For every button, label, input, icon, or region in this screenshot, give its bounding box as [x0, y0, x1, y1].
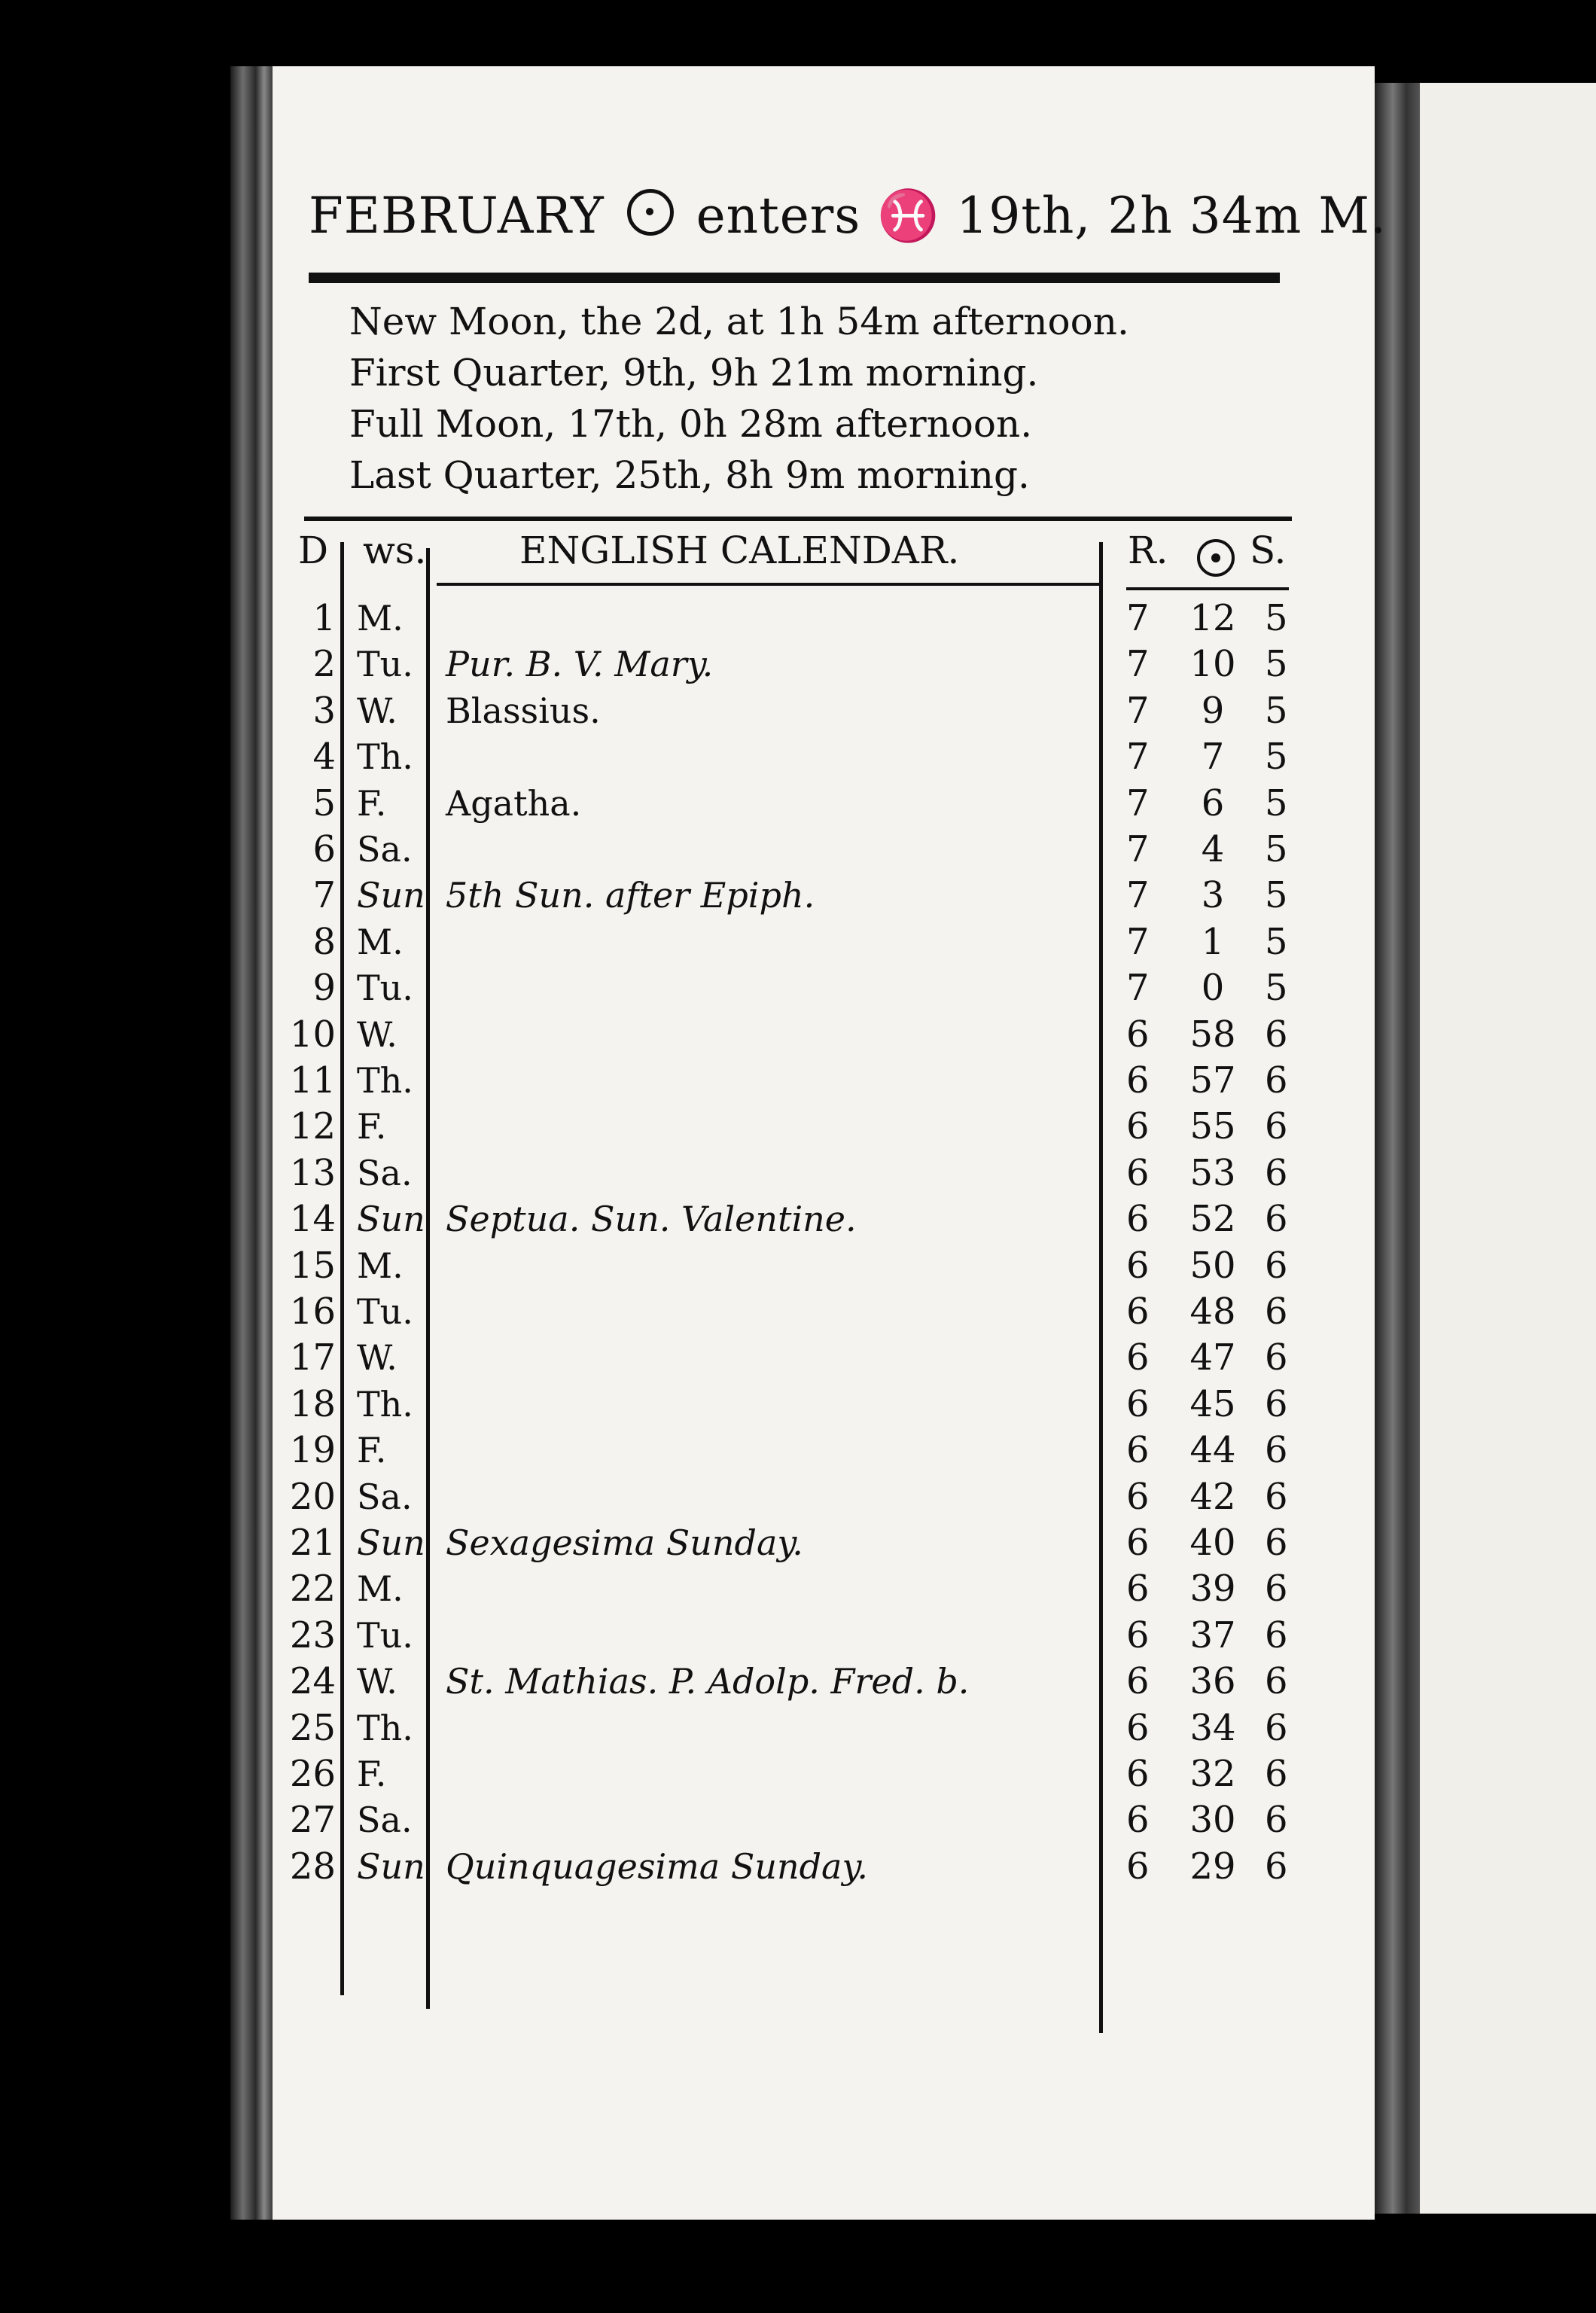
sunrise-hour: 6	[1126, 1614, 1150, 1656]
sunset-hour: 6	[1265, 1382, 1288, 1425]
calendar-entry: Quinquagesima Sunday.	[446, 1845, 868, 1887]
month-title: FEBRUARY	[309, 187, 605, 245]
sunrise-minute: 34	[1189, 1706, 1236, 1749]
sunrise-minute: 40	[1189, 1522, 1236, 1564]
sunrise-hour: 6	[1126, 1382, 1150, 1425]
sunset-hour: 6	[1265, 1614, 1288, 1656]
day-number: 25	[289, 1706, 336, 1749]
sunrise-hour: 7	[1126, 874, 1150, 917]
day-number: 5	[312, 782, 336, 824]
sunset-hour: 6	[1265, 1475, 1288, 1518]
sunset-hour: 6	[1265, 1059, 1288, 1102]
col-divider-3	[1099, 542, 1103, 2033]
weekday: Sun	[357, 1845, 425, 1887]
day-number: 7	[312, 874, 336, 917]
sunrise-hour: 6	[1126, 1706, 1150, 1749]
sunrise-hour: 6	[1126, 1105, 1150, 1148]
sunrise-minute: 58	[1189, 1013, 1236, 1056]
sunrise-hour: 6	[1126, 1568, 1150, 1611]
sunrise-minute: 55	[1189, 1105, 1236, 1148]
sunset-hour: 5	[1265, 828, 1288, 870]
sunrise-hour: 7	[1126, 689, 1150, 732]
calendar-entry: Agatha.	[446, 782, 582, 824]
sunset-hour: 6	[1265, 1706, 1288, 1749]
weekday: Sa.	[357, 1152, 413, 1193]
weekday: Tu.	[357, 644, 413, 685]
day-number: 28	[289, 1845, 336, 1888]
sunrise-minute: 52	[1189, 1198, 1236, 1241]
sunrise-minute: 39	[1189, 1568, 1236, 1611]
sunrise-hour: 6	[1126, 1753, 1150, 1795]
sunrise-hour: 6	[1126, 1151, 1150, 1194]
sunrise-hour: 7	[1126, 920, 1150, 963]
calendar-header-rule	[437, 583, 1103, 586]
sunrise-minute: 1	[1201, 920, 1225, 963]
pisces-sign: ♓	[877, 187, 940, 245]
phase-first-quarter: First Quarter, 9th, 9h 21m morning.	[349, 351, 1039, 395]
day-number: 11	[289, 1059, 336, 1102]
phase-new-moon: New Moon, the 2d, at 1h 54m afternoon.	[349, 300, 1129, 343]
sunset-hour: 5	[1265, 597, 1288, 639]
day-number: 3	[312, 689, 336, 732]
calendar-entry: St. Mathias. P. Adolp. Fred. b.	[446, 1661, 970, 1702]
weekday: Th.	[357, 1707, 413, 1748]
day-number: 2	[312, 643, 336, 686]
day-number: 14	[289, 1198, 336, 1241]
phase-last-quarter: Last Quarter, 25th, 8h 9m morning.	[349, 453, 1030, 497]
sunrise-minute: 4	[1201, 828, 1225, 870]
weekday: Tu.	[357, 968, 413, 1009]
weekday: M.	[357, 1568, 404, 1610]
calendar-entry: 5th Sun. after Epiph.	[446, 875, 815, 916]
sunrise-minute: 50	[1189, 1244, 1236, 1287]
calendar-entry: Septua. Sun. Valentine.	[446, 1199, 857, 1240]
day-number: 21	[289, 1522, 336, 1564]
day-number: 23	[289, 1614, 336, 1656]
col-header-calendar: ENGLISH CALENDAR.	[519, 529, 960, 572]
sunset-hour: 6	[1265, 1013, 1288, 1056]
sunrise-minute: 45	[1189, 1382, 1236, 1425]
sunset-hour: 6	[1265, 1244, 1288, 1287]
sunset-hour: 6	[1265, 1336, 1288, 1379]
weekday: M.	[357, 1245, 404, 1286]
sunset-hour: 6	[1265, 1522, 1288, 1564]
weekday: Sa.	[357, 1800, 413, 1841]
sunrise-minute: 48	[1189, 1291, 1236, 1333]
sunrise-minute: 37	[1189, 1614, 1236, 1656]
header-rule	[309, 273, 1280, 283]
sunrise-hour: 6	[1126, 1475, 1150, 1518]
weekday: Th.	[357, 1060, 413, 1101]
day-number: 8	[312, 920, 336, 963]
sunrise-hour: 6	[1126, 1336, 1150, 1379]
weekday: M.	[357, 598, 404, 638]
sunrise-hour: 6	[1126, 1429, 1150, 1472]
sunrise-minute: 9	[1201, 689, 1225, 732]
day-number: 20	[289, 1475, 336, 1518]
day-number: 12	[289, 1105, 336, 1148]
day-number: 10	[289, 1013, 336, 1056]
sunset-hour: 5	[1265, 736, 1288, 779]
weekday: W.	[357, 690, 397, 731]
sunset-hour: 6	[1265, 1291, 1288, 1333]
sunrise-minute: 32	[1189, 1753, 1236, 1795]
col-divider-1	[340, 542, 344, 1995]
sunrise-hour: 7	[1126, 828, 1150, 870]
day-number: 13	[289, 1151, 336, 1194]
day-number: 4	[312, 736, 336, 779]
sunrise-minute: 30	[1189, 1799, 1236, 1842]
sunset-hour: 6	[1265, 1429, 1288, 1472]
weekday: Sun	[357, 1199, 425, 1240]
sunset-hour: 6	[1265, 1198, 1288, 1241]
weekday: F.	[357, 1106, 387, 1147]
sunrise-hour: 6	[1126, 1198, 1150, 1241]
sunrise-minute: 36	[1189, 1660, 1236, 1703]
sunrise-hour: 6	[1126, 1244, 1150, 1287]
sunset-hour: 6	[1265, 1105, 1288, 1148]
sunrise-minute: 44	[1189, 1429, 1236, 1472]
facing-page-gutter	[1375, 83, 1420, 2214]
weekday: Tu.	[357, 1614, 413, 1656]
day-number: 22	[289, 1568, 336, 1611]
title-enters: enters	[696, 187, 861, 245]
sunset-hour: 5	[1265, 782, 1288, 824]
sunrise-minute: 0	[1201, 967, 1225, 1010]
weekday: Th.	[357, 736, 413, 778]
weekday: Sa.	[357, 829, 413, 870]
sunrise-minute: 7	[1201, 736, 1225, 779]
sunrise-minute: 47	[1189, 1336, 1236, 1379]
sunset-hour: 6	[1265, 1568, 1288, 1611]
col-header-day: D	[298, 529, 329, 572]
day-number: 17	[289, 1336, 336, 1379]
sunrise-hour: 6	[1126, 1845, 1150, 1888]
day-number: 6	[312, 828, 336, 870]
sunrise-hour: 6	[1126, 1522, 1150, 1564]
sunset-hour: 6	[1265, 1753, 1288, 1795]
sunrise-minute: 29	[1189, 1845, 1236, 1888]
sunset-hour: 6	[1265, 1799, 1288, 1842]
phase-full-moon: Full Moon, 17th, 0h 28m afternoon.	[349, 402, 1033, 446]
weekday: F.	[357, 782, 387, 824]
col-header-set: S.	[1250, 529, 1287, 572]
sunrise-hour: 6	[1126, 1059, 1150, 1102]
weekday: Tu.	[357, 1291, 413, 1332]
weekday: W.	[357, 1013, 397, 1055]
sunrise-hour: 7	[1126, 782, 1150, 824]
day-number: 26	[289, 1753, 336, 1795]
sunset-hour: 5	[1265, 920, 1288, 963]
sunrise-minute: 57	[1189, 1059, 1236, 1102]
sunrise-hour: 6	[1126, 1291, 1150, 1333]
day-number: 9	[312, 967, 336, 1010]
weekday: M.	[357, 921, 404, 962]
calendar-entry: Sexagesima Sunday.	[446, 1522, 803, 1563]
day-number: 1	[312, 597, 336, 639]
weekday: Th.	[357, 1383, 413, 1425]
day-number: 18	[289, 1382, 336, 1425]
sunset-hour: 6	[1265, 1845, 1288, 1888]
calendar-entry: Pur. B. V. Mary.	[446, 644, 714, 685]
col-header-week: ws.	[363, 529, 427, 572]
weekday: Sun	[357, 1522, 425, 1563]
page-title	[309, 187, 1387, 245]
weekday: Sun	[357, 875, 425, 916]
sunrise-hour: 7	[1126, 597, 1150, 639]
day-number: 27	[289, 1799, 336, 1842]
sunrise-hour: 7	[1126, 736, 1150, 779]
sunset-hour: 5	[1265, 874, 1288, 917]
sunrise-hour: 7	[1126, 967, 1150, 1010]
sunrise-minute: 12	[1189, 597, 1236, 639]
day-number: 15	[289, 1244, 336, 1287]
sunrise-minute: 3	[1201, 874, 1225, 917]
sunrise-hour: 6	[1126, 1013, 1150, 1056]
weekday: F.	[357, 1754, 387, 1794]
col-header-rise: R.	[1128, 529, 1168, 572]
sunset-hour: 6	[1265, 1151, 1288, 1194]
sunset-hour: 5	[1265, 643, 1288, 686]
sun-header-rule	[1126, 587, 1289, 590]
calendar-entry: Blassius.	[446, 690, 601, 731]
weekday: W.	[357, 1661, 397, 1702]
day-number: 24	[289, 1660, 336, 1703]
sunrise-hour: 7	[1126, 643, 1150, 686]
col-header-sun-icon	[1197, 536, 1235, 580]
title-time: 19th, 2h 34m M.	[956, 187, 1387, 245]
col-divider-2	[426, 548, 430, 2009]
sunset-hour: 6	[1265, 1660, 1288, 1703]
sunrise-hour: 6	[1126, 1799, 1150, 1842]
sun-icon	[1197, 539, 1235, 577]
sunrise-minute: 42	[1189, 1475, 1236, 1518]
day-number: 16	[289, 1291, 336, 1333]
table-top-rule	[304, 517, 1292, 521]
sunset-hour: 5	[1265, 689, 1288, 732]
sun-icon	[627, 189, 674, 236]
weekday: W.	[357, 1337, 397, 1379]
sunrise-minute: 53	[1189, 1151, 1236, 1194]
weekday: Sa.	[357, 1476, 413, 1517]
sunrise-minute: 6	[1201, 782, 1225, 824]
sunrise-hour: 6	[1126, 1660, 1150, 1703]
weekday: F.	[357, 1430, 387, 1471]
sunrise-minute: 10	[1189, 643, 1236, 686]
sunset-hour: 5	[1265, 967, 1288, 1010]
day-number: 19	[289, 1429, 336, 1472]
